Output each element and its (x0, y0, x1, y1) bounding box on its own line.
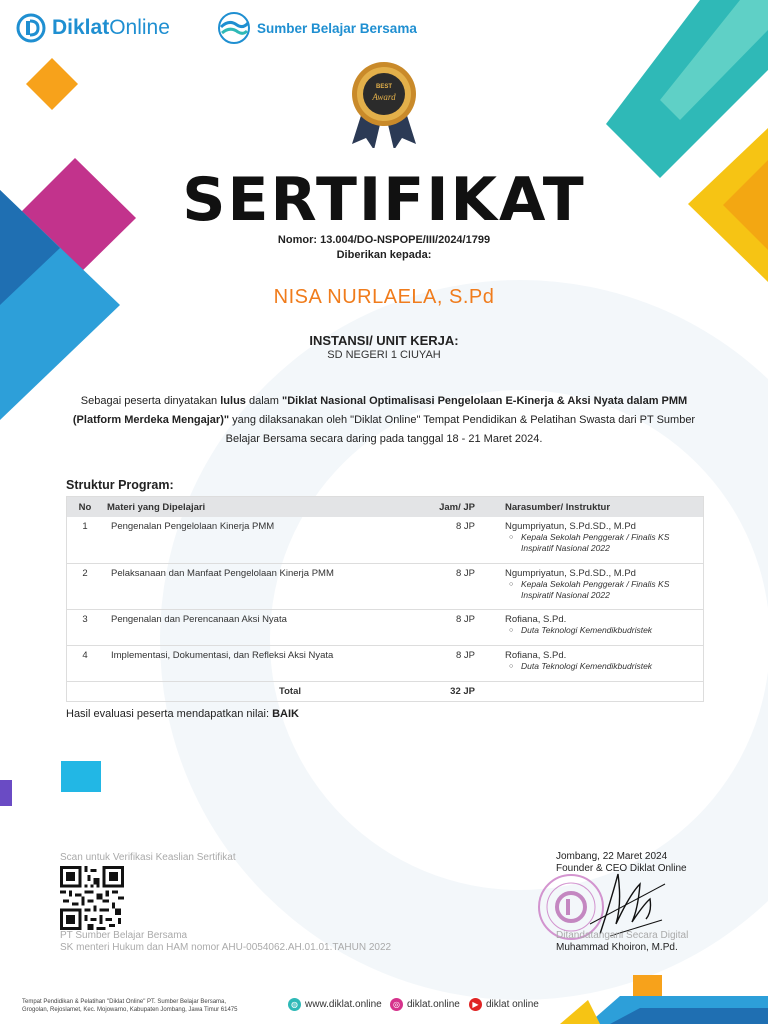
total-row (67, 681, 704, 701)
desc-part-3: yang dilaksanakan oleh "Diklat Online" Tempat Pendidikan & Pelatihan Swasta dari PT Sumber Belajar Bersama secara daring pada tanggal 18 - 21 Maret 2024. (225, 414, 696, 445)
row-detail: ○ Duta Teknologi Kemendikbudristek (505, 661, 699, 672)
recipient-name: NISA NURLAELA, S.Pd (273, 286, 495, 308)
row-narasumber-cell (493, 517, 704, 563)
row-narasumber: Rofiana, S.Pd. (505, 613, 567, 625)
row-detail: ○ Kepala Sekolah Penggerak / Finalis KS Inspiratif Nasional 2022 (505, 532, 699, 554)
address-line-2: Grogolan, Rejoslamet, Kec. Mojowarno, Kabupaten Jombang, Jawa Timur 61475 (22, 1007, 238, 1013)
institution-value: SD NEGERI 1 CIUYAH (327, 349, 441, 361)
wave-logo-icon (217, 11, 251, 45)
qr-code-icon[interactable] (60, 866, 124, 930)
sumber-belajar-logo (217, 11, 417, 45)
row-narasumber-cell (493, 645, 704, 681)
program-heading: Struktur Program: (66, 478, 174, 492)
table-header-row (67, 497, 704, 518)
instagram-text: diklat.online (407, 999, 460, 1010)
result-label: Hasil evaluasi peserta mendapatkan nilai: (66, 708, 273, 720)
result-value: BAIK (272, 708, 299, 720)
youtube-icon: ▶ (469, 998, 482, 1011)
table-row (67, 517, 704, 563)
digital-signature-note: Ditandatangani Secara Digital (556, 930, 689, 941)
program-table (66, 496, 704, 702)
certificate-number: Nomor: 13.004/DO-NSPOPE/III/2024/1799 (277, 234, 491, 246)
diklat-online-logo (16, 13, 170, 43)
footer-website[interactable] (288, 998, 382, 1011)
diklat-logo-icon (16, 13, 46, 43)
row-narasumber: Ngumpriyatun, S.Pd.SD., M.Pd (505, 567, 636, 579)
desc-part-1: Sebagai peserta dinyatakan (80, 395, 221, 407)
row-detail: ○ Duta Teknologi Kemendikbudristek (505, 625, 699, 636)
footer-youtube[interactable] (469, 998, 539, 1011)
evaluation-result (66, 708, 299, 720)
desc-lulus: lulus (220, 395, 246, 407)
address-line-1: Tempat Pendidikan & Pelatihan "Diklat Online" PT. Sumber Belajar Bersama, (22, 999, 227, 1005)
table-row (67, 645, 704, 681)
globe-icon: ◍ (288, 998, 301, 1011)
signature-role: Founder & CEO Diklat Online (556, 863, 687, 874)
total-label: Total (67, 681, 412, 701)
company-sk: SK menteri Hukum dan HAM nomor AHU-0054062.AH.01.01.TAHUN 2022 (60, 942, 392, 953)
total-empty (493, 681, 704, 701)
badge-text-2: Award (372, 92, 396, 102)
signature-place-date: Jombang, 22 Maret 2024 (556, 851, 668, 862)
row-materi: Implementasi, Dokumentasi, dan Refleksi Aksi Nyata (103, 645, 411, 681)
given-to-label: Diberikan kepada: (336, 249, 432, 261)
row-detail: ○ Kepala Sekolah Penggerak / Finalis KS Inspiratif Nasional 2022 (505, 579, 699, 601)
row-no: 4 (67, 645, 104, 681)
row-materi: Pelaksanaan dan Manfaat Pengelolaan Kinerja PMM (103, 563, 411, 609)
col-narasumber: Narasumber/ Instruktur (493, 497, 704, 518)
institution-label: INSTANSI/ UNIT KERJA: (309, 333, 459, 348)
row-no: 3 (67, 609, 104, 645)
total-value: 32 JP (411, 681, 493, 701)
col-jam: Jam/ JP (411, 497, 493, 518)
desc-part-2: dalam (245, 395, 282, 407)
row-jam: 8 JP (411, 609, 493, 645)
row-narasumber-cell (493, 563, 704, 609)
desc-program-name: "Diklat Nasional Optimalisasi Pengelolaan E-Kinerja & Aksi Nyata dalam PMM (Platform Merdeka Mengajar)" (72, 395, 688, 426)
col-materi: Materi yang Dipelajari (103, 497, 411, 518)
logo-suffix: Online (109, 16, 170, 39)
logo2-text: Sumber Belajar Bersama (257, 20, 417, 36)
row-no: 1 (67, 517, 104, 563)
footer-address (22, 998, 237, 1014)
row-narasumber: Ngumpriyatun, S.Pd.SD., M.Pd (505, 521, 636, 532)
certificate-description (60, 392, 708, 449)
row-narasumber: Rofiana, S.Pd. (505, 649, 567, 661)
company-name: PT Sumber Belajar Bersama (60, 930, 188, 941)
logo-brand: Diklat (52, 16, 110, 39)
instagram-icon: ◎ (390, 998, 403, 1011)
row-materi: Pengenalan dan Perencanaan Aksi Nyata (103, 609, 411, 645)
row-no: 2 (67, 563, 104, 609)
scan-verification-text: Scan untuk Verifikasi Keaslian Sertifikat (60, 852, 236, 863)
website-text: www.diklat.online (305, 999, 382, 1010)
col-no: No (67, 497, 104, 518)
certificate-title: SERTIFIKAT (182, 165, 586, 235)
youtube-text: diklat online (486, 999, 539, 1010)
row-jam: 8 JP (411, 645, 493, 681)
footer-instagram[interactable] (390, 998, 460, 1011)
row-narasumber-cell (493, 609, 704, 645)
signer-name: Muhammad Khoiron, M.Pd. (556, 942, 678, 953)
table-row (67, 609, 704, 645)
badge-text-1: BEST (375, 84, 393, 90)
best-award-badge-icon (344, 58, 424, 148)
table-row (67, 563, 704, 609)
row-jam: 8 JP (411, 563, 493, 609)
row-materi: Pengenalan Pengelolaan Kinerja PMM (103, 517, 411, 563)
row-jam: 8 JP (411, 517, 493, 563)
